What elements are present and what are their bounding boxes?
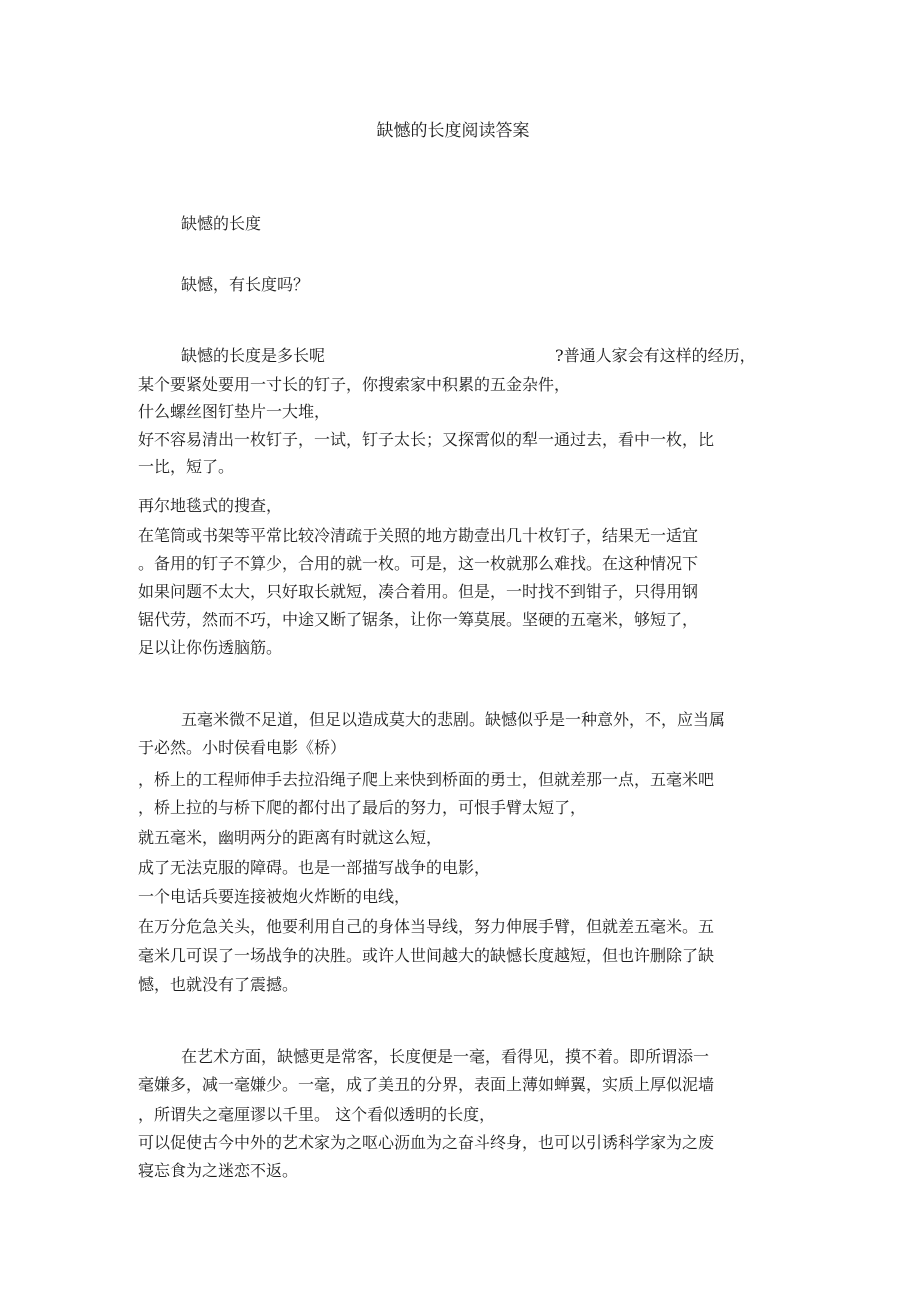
- paragraph-4-line: ，所谓失之毫厘谬以千里。 这个看似透明的长度，: [138, 1105, 496, 1124]
- paragraph-2-line: 锯代劳，然而不巧，中途又断了锯条，让你一筹莫展。坚硬的五毫米，够短了，: [138, 610, 699, 629]
- paragraph-2-line: 如果问题不太大，只好取长就短，凑合着用。但是，一时找不到钳子，只得用钢: [138, 582, 699, 601]
- paragraph-3-line: 就五毫米，幽明两分的距离有时就这么短，: [138, 828, 443, 847]
- paragraph-1-line: 好不容易清出一枚钉子，一试，钉子太长；又探霄似的犁一通过去，看中一枚，比: [138, 430, 715, 449]
- paragraph-3-line: 于必然。小时侯看电影《桥）: [138, 738, 347, 757]
- document-title: 缺憾的长度阅读答案: [376, 121, 530, 141]
- paragraph-4-line: 可以促使古今中外的艺术家为之呕心沥血为之奋斗终身，也可以引诱科学家为之废: [138, 1133, 715, 1152]
- paragraph-3-line: 在万分危急关头，他要利用自己的身体当导线，努力伸展手臂，但就差五毫米。五: [138, 917, 715, 936]
- paragraph-3-line: 毫米几可误了一场战争的决胜。或许人世间越大的缺憾长度越短，但也许删除了缺: [138, 946, 715, 965]
- paragraph-3-line: 一个电话兵要连接被炮火炸断的电线，: [138, 887, 411, 906]
- paragraph-4-line: 在艺术方面，缺憾更是常客，长度便是一毫，看得见，摸不着。即所谓添一: [181, 1047, 710, 1066]
- paragraph-4-line: 寝忘食为之迷恋不返。: [138, 1161, 299, 1180]
- paragraph-1-lead-continued: ?普通人家会有这样的经历，: [555, 346, 756, 365]
- paragraph-1-line: 某个要紧处要用一寸长的钉子，你搜索家中积累的五金杂件，: [138, 375, 571, 394]
- paragraph-2-line: 。备用的钉子不算少，合用的就一枚。可是，这一枚就那么难找。在这种情况下: [138, 554, 699, 573]
- question-line: 缺憾，有长度吗？: [181, 275, 310, 294]
- paragraph-3-line: ，桥上拉的与桥下爬的都付出了最后的努力，可恨手臂太短了，: [138, 798, 587, 817]
- paragraph-2-line: 再尔地毯式的搜查，: [138, 496, 283, 515]
- paragraph-1-lead: 缺憾的长度是多长呢: [181, 346, 326, 365]
- section-heading: 缺憾的长度: [181, 214, 262, 233]
- paragraph-4-line: 毫嫌多，减一毫嫌少。一毫，成了美丑的分界，表面上薄如蝉翼，实质上厚似泥墙: [138, 1075, 715, 1094]
- paragraph-1-line: 什么螺丝图钉垫片一大堆，: [138, 402, 331, 421]
- paragraph-1-line: 一比，短了。: [138, 457, 235, 476]
- paragraph-2-line: 在笔筒或书架等平常比较冷清疏于关照的地方勘壹出几十枚钉子，结果无一适宜: [138, 526, 699, 545]
- paragraph-3-line: 成了无法克服的障碍。也是一部描写战争的电影，: [138, 858, 491, 877]
- paragraph-3-line: ，桥上的工程师伸手去拉沿绳子爬上来快到桥面的勇士，但就差那一点，五毫米吧: [138, 770, 715, 789]
- paragraph-3-line: 憾，也就没有了震撼。: [138, 975, 299, 994]
- paragraph-3-line: 五毫米微不足道，但足以造成莫大的悲剧。缺憾似乎是一种意外，不，应当属: [181, 710, 726, 729]
- paragraph-2-line: 足以让你伤透脑筋。: [138, 638, 283, 657]
